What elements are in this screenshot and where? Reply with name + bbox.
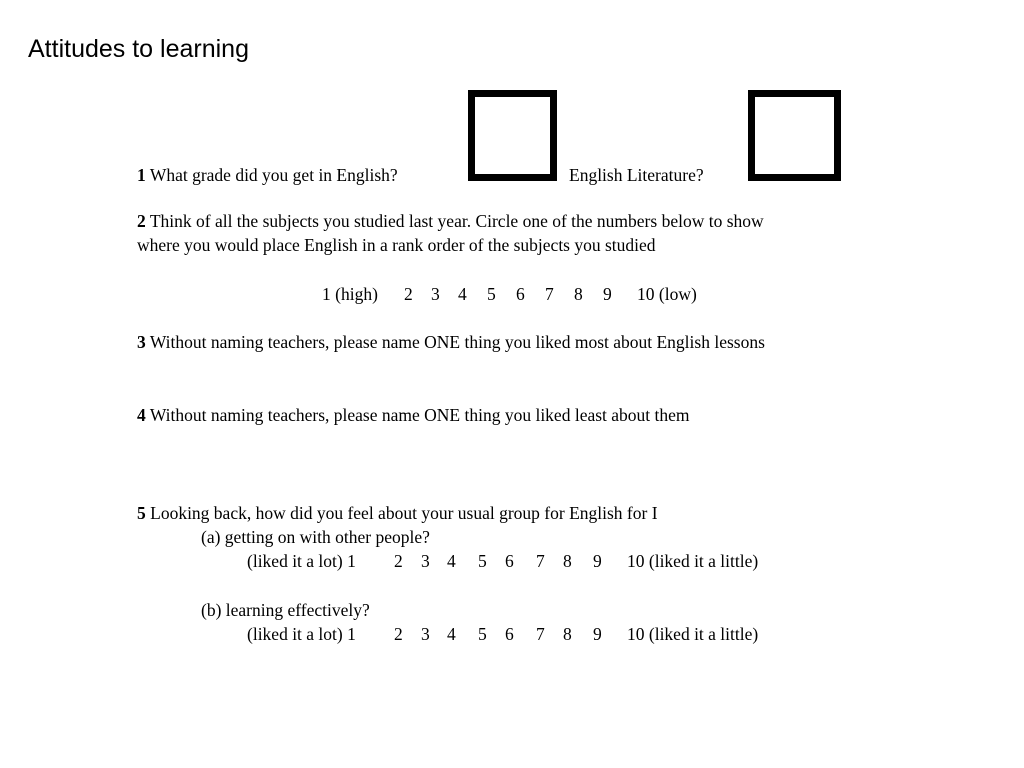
question-5-part-b: (b) learning effectively? — [201, 600, 370, 620]
question-2-line-1: Think of all the subjects you studied last year. Circle one of the numbers below to show — [149, 211, 764, 231]
rank-scale-option-7[interactable]: 7 — [545, 284, 554, 304]
question-5-part-a: (a) getting on with other people? — [201, 527, 430, 547]
group-social-scale-option-6[interactable]: 6 — [505, 551, 514, 571]
group-social-scale-option-5[interactable]: 5 — [478, 551, 487, 571]
rank-scale-option-4[interactable]: 4 — [458, 284, 467, 304]
rank-scale-option-8[interactable]: 8 — [574, 284, 583, 304]
group-learning-scale-option-5[interactable]: 5 — [478, 624, 487, 644]
group-learning-scale-option-7[interactable]: 7 — [536, 624, 545, 644]
group-learning-scale-option-9[interactable]: 9 — [593, 624, 602, 644]
question-4-text: Without naming teachers, please name ONE thing you liked least about them — [149, 405, 690, 425]
question-number: 1 — [137, 165, 146, 185]
rank-scale-option-3[interactable]: 3 — [431, 284, 440, 304]
group-social-scale-option-4[interactable]: 4 — [447, 551, 456, 571]
group-learning-scale-option-3[interactable]: 3 — [421, 624, 430, 644]
rank-scale-option-6[interactable]: 6 — [516, 284, 525, 304]
group-learning-scale-option-1[interactable]: (liked it a lot) 1 — [247, 624, 356, 644]
question-number: 4 — [137, 405, 146, 425]
question-3 — [137, 331, 765, 353]
english-literature-grade-box[interactable] — [748, 90, 841, 181]
question-4 — [137, 404, 690, 426]
group-social-scale-option-8[interactable]: 8 — [563, 551, 572, 571]
group-learning-scale-option-10[interactable]: 10 (liked it a little) — [627, 624, 759, 644]
group-social-scale-option-3[interactable]: 3 — [421, 551, 430, 571]
rank-scale-option-5[interactable]: 5 — [487, 284, 496, 304]
group-social-scale-option-7[interactable]: 7 — [536, 551, 545, 571]
question-5-text: Looking back, how did you feel about your usual group for English for I — [150, 503, 658, 523]
rank-scale-option-9[interactable]: 9 — [603, 284, 612, 304]
rank-scale-option-2[interactable]: 2 — [404, 284, 413, 304]
question-2-line-2: where you would place English in a rank order of the subjects you studied — [137, 235, 656, 255]
group-learning-scale-option-4[interactable]: 4 — [447, 624, 456, 644]
group-learning-scale-option-6[interactable]: 6 — [505, 624, 514, 644]
question-1-literature-text: English Literature? — [569, 165, 704, 185]
slide-title: Attitudes to learning — [28, 35, 249, 63]
question-5 — [137, 502, 658, 524]
group-social-scale-option-1[interactable]: (liked it a lot) 1 — [247, 551, 356, 571]
rank-scale-option-1[interactable]: 1 (high) — [322, 284, 378, 304]
group-learning-scale-option-8[interactable]: 8 — [563, 624, 572, 644]
rank-scale-option-10[interactable]: 10 (low) — [637, 284, 697, 304]
group-social-scale-option-9[interactable]: 9 — [593, 551, 602, 571]
question-2 — [137, 210, 764, 232]
question-1-text: What grade did you get in English? — [149, 165, 398, 185]
english-grade-box[interactable] — [468, 90, 557, 181]
question-1 — [137, 164, 398, 186]
question-number: 3 — [137, 332, 146, 352]
question-number: 2 — [137, 211, 146, 231]
question-number: 5 — [137, 503, 146, 523]
question-3-text: Without naming teachers, please name ONE thing you liked most about English lessons — [149, 332, 765, 352]
group-social-scale-option-10[interactable]: 10 (liked it a little) — [627, 551, 759, 571]
group-learning-scale-option-2[interactable]: 2 — [394, 624, 403, 644]
group-social-scale-option-2[interactable]: 2 — [394, 551, 403, 571]
